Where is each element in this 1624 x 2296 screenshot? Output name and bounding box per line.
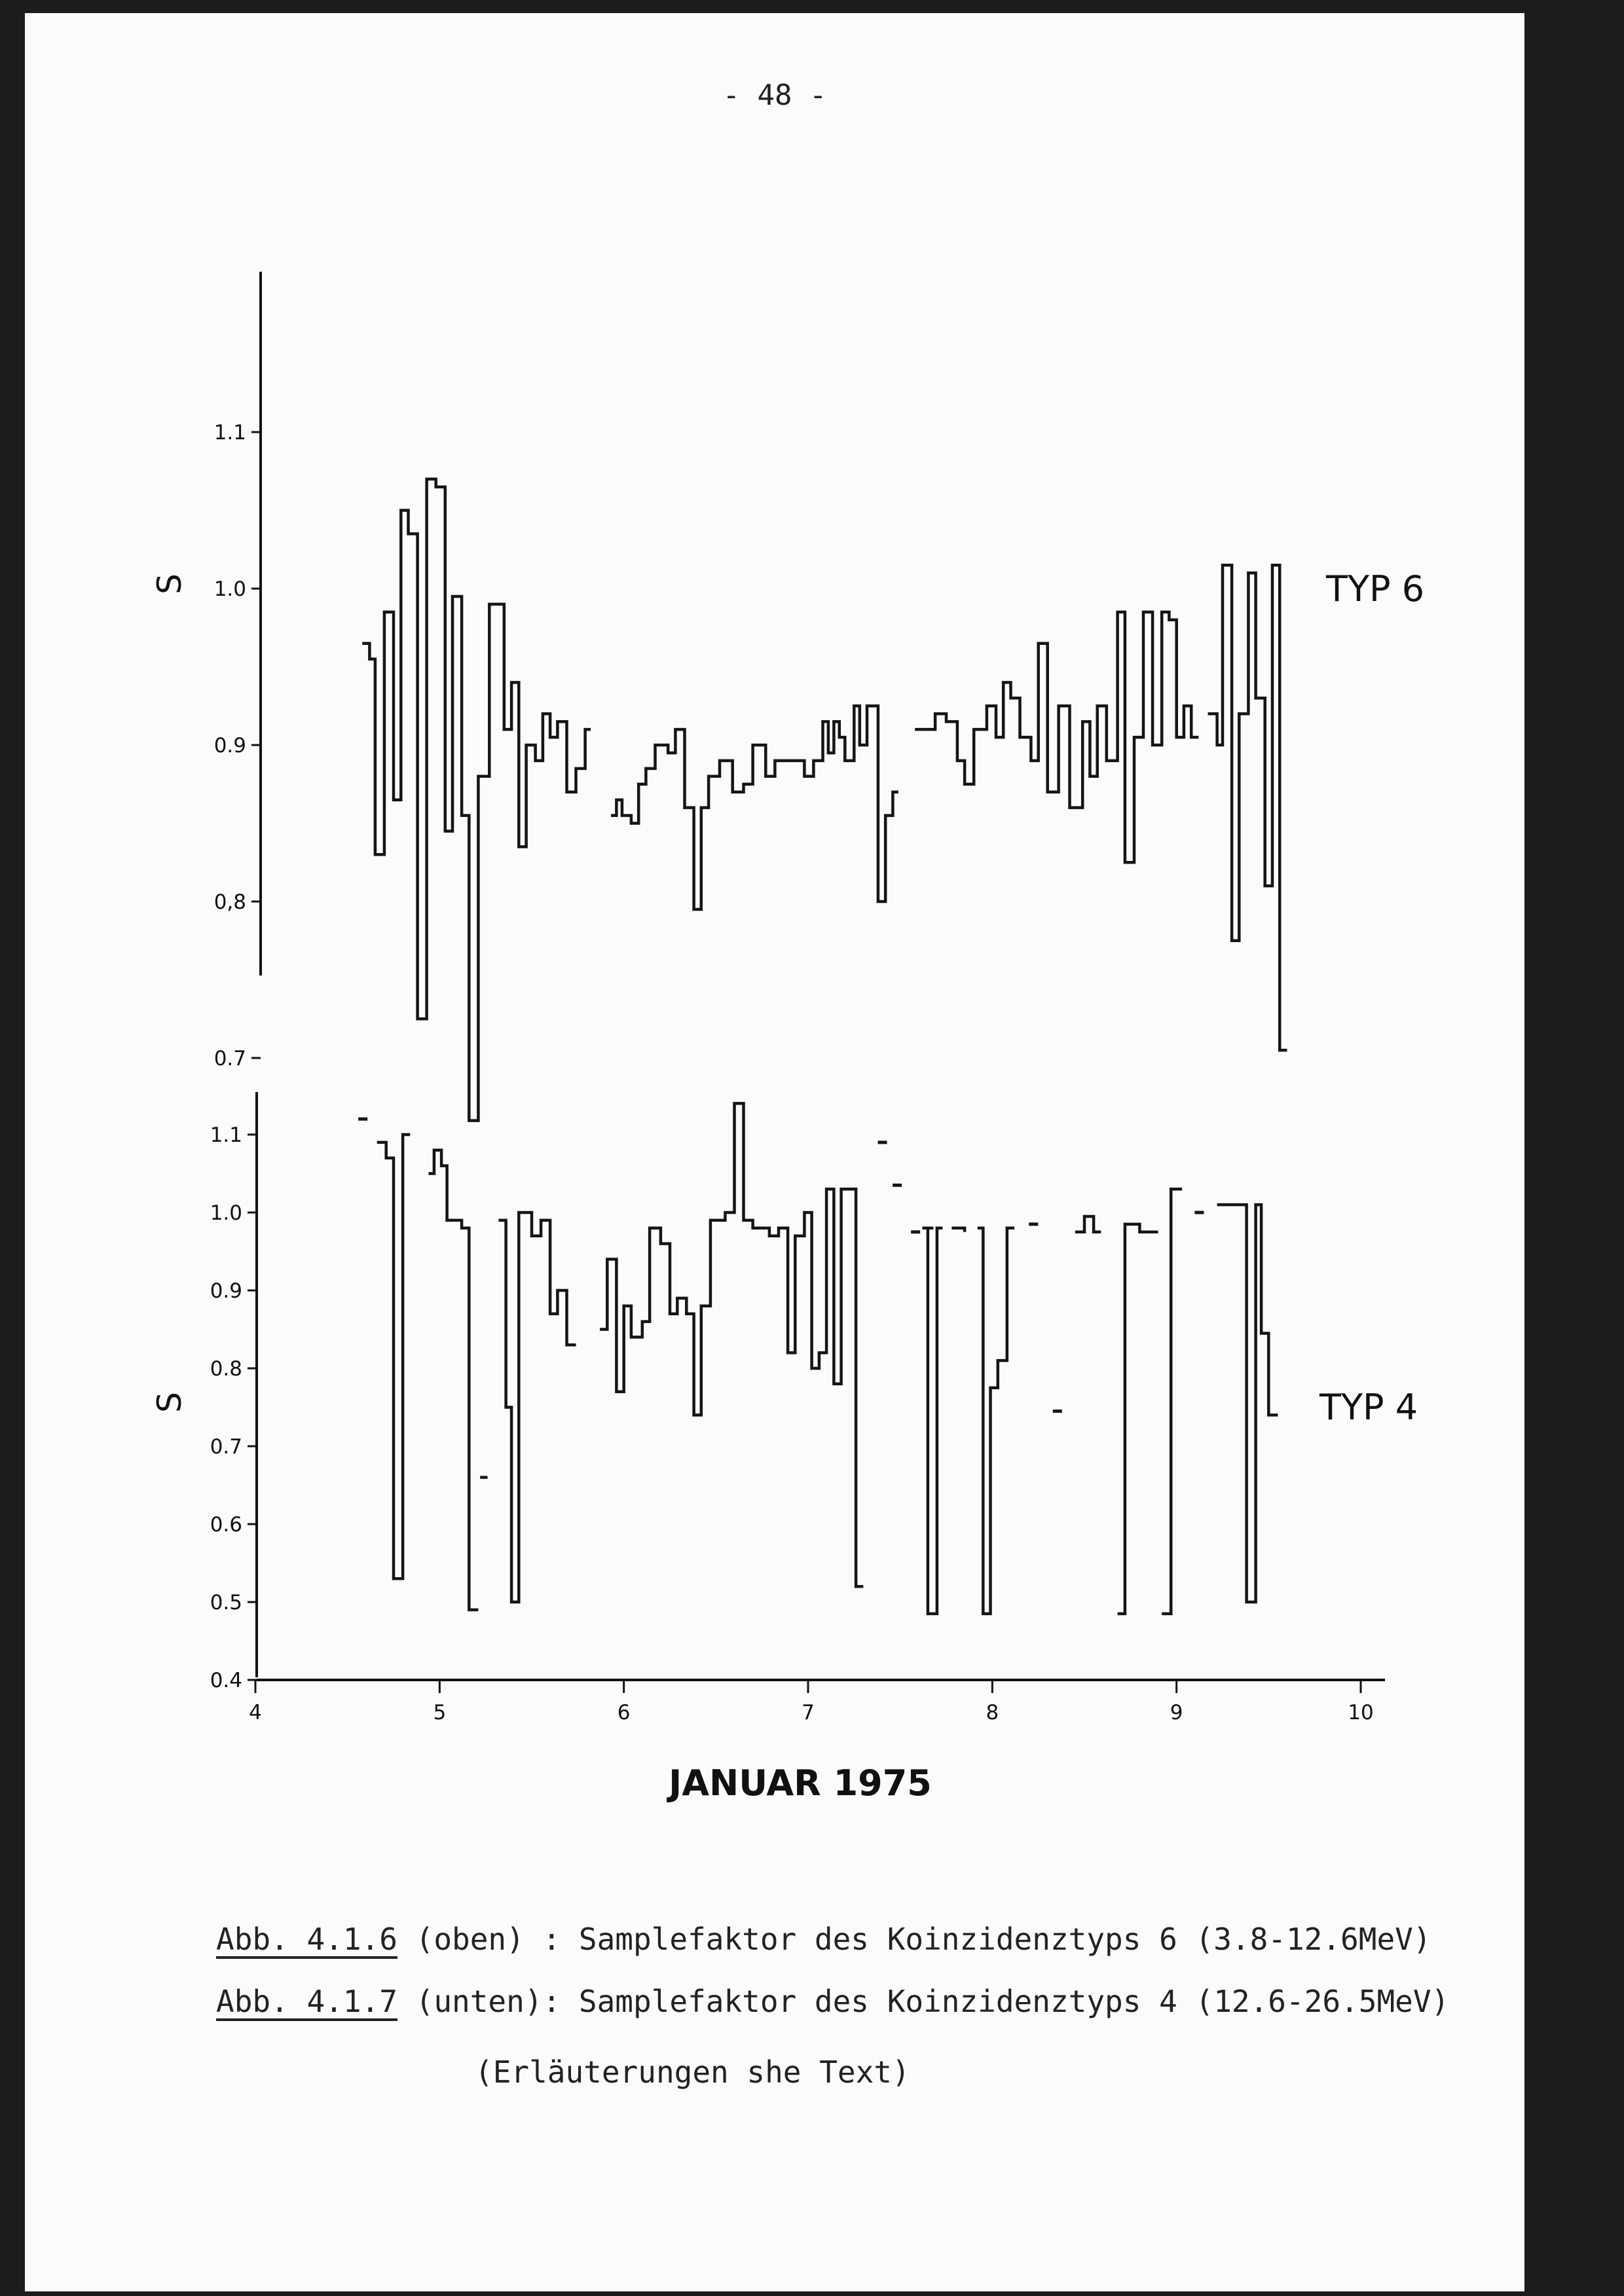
caption-abb-417: [216, 1984, 1449, 2019]
caption-ref-417: Abb. 4.1.7: [216, 1984, 397, 2019]
series-step-line: [1208, 565, 1287, 1050]
series-step-line: [1075, 1216, 1101, 1232]
y-axis-label: S: [151, 1392, 189, 1413]
y-tick-label: 0.9: [213, 734, 246, 757]
y-tick-label: 0.7: [213, 1047, 246, 1070]
series-step-line: [600, 1103, 863, 1586]
y-axis-label: S: [151, 574, 189, 594]
series-step-line: [978, 1228, 1014, 1614]
x-tick-label: 5: [433, 1701, 447, 1724]
y-tick-label: 0.9: [210, 1279, 242, 1303]
series-step-line: [611, 706, 898, 909]
typ4-panel: [151, 1092, 1418, 1804]
x-tick-label: 10: [1348, 1701, 1374, 1724]
y-tick-label: 0.4: [210, 1669, 242, 1692]
series-step-line: [922, 1228, 942, 1614]
x-tick-label: 4: [249, 1701, 262, 1724]
series-step-line: [498, 1212, 576, 1602]
caption-note: (Erläuterungen she Text): [475, 2054, 910, 2090]
y-tick-label: 0.6: [210, 1513, 242, 1537]
caption-abb-416: [216, 1922, 1431, 1957]
y-tick-label: 0.7: [210, 1435, 242, 1459]
x-axis-label: JANUAR 1975: [669, 1762, 932, 1804]
x-tick-label: 9: [1170, 1701, 1183, 1724]
y-tick-label: 0.5: [210, 1591, 242, 1614]
y-tick-label: 1.0: [213, 577, 246, 601]
series-step-line: [1217, 1205, 1278, 1602]
series-step-line: [915, 612, 1198, 862]
caption-text-416: (oben) : Samplefaktor des Koinzidenztyps 6 (3.8-12.6MeV): [397, 1922, 1431, 1957]
x-tick-label: 6: [617, 1701, 631, 1724]
series-step-line: [362, 479, 591, 1121]
series-step-line: [1162, 1189, 1182, 1614]
page-number: - 48 -: [722, 79, 827, 112]
y-tick-label: 1.1: [210, 1123, 242, 1147]
caption-text-417: (unten): Samplefaktor des Koinzidenztyps 4 (12.6-26.5MeV): [397, 1984, 1450, 2019]
series-step-line: [951, 1228, 965, 1232]
typ6-panel: [151, 272, 1424, 1121]
caption-ref-416: Abb. 4.1.6: [216, 1922, 397, 1957]
y-tick-label: 0,8: [213, 890, 246, 914]
x-tick-label: 8: [986, 1701, 999, 1724]
x-tick-label: 7: [802, 1701, 815, 1724]
series-label: TYP 6: [1326, 568, 1425, 610]
series-step-line: [1118, 1224, 1158, 1614]
y-tick-label: 0.8: [210, 1357, 242, 1381]
y-tick-label: 1.1: [213, 421, 246, 445]
series-step-line: [377, 1135, 411, 1578]
y-tick-label: 1.0: [210, 1201, 242, 1225]
series-step-line: [429, 1150, 479, 1610]
series-label: TYP 4: [1320, 1387, 1418, 1428]
